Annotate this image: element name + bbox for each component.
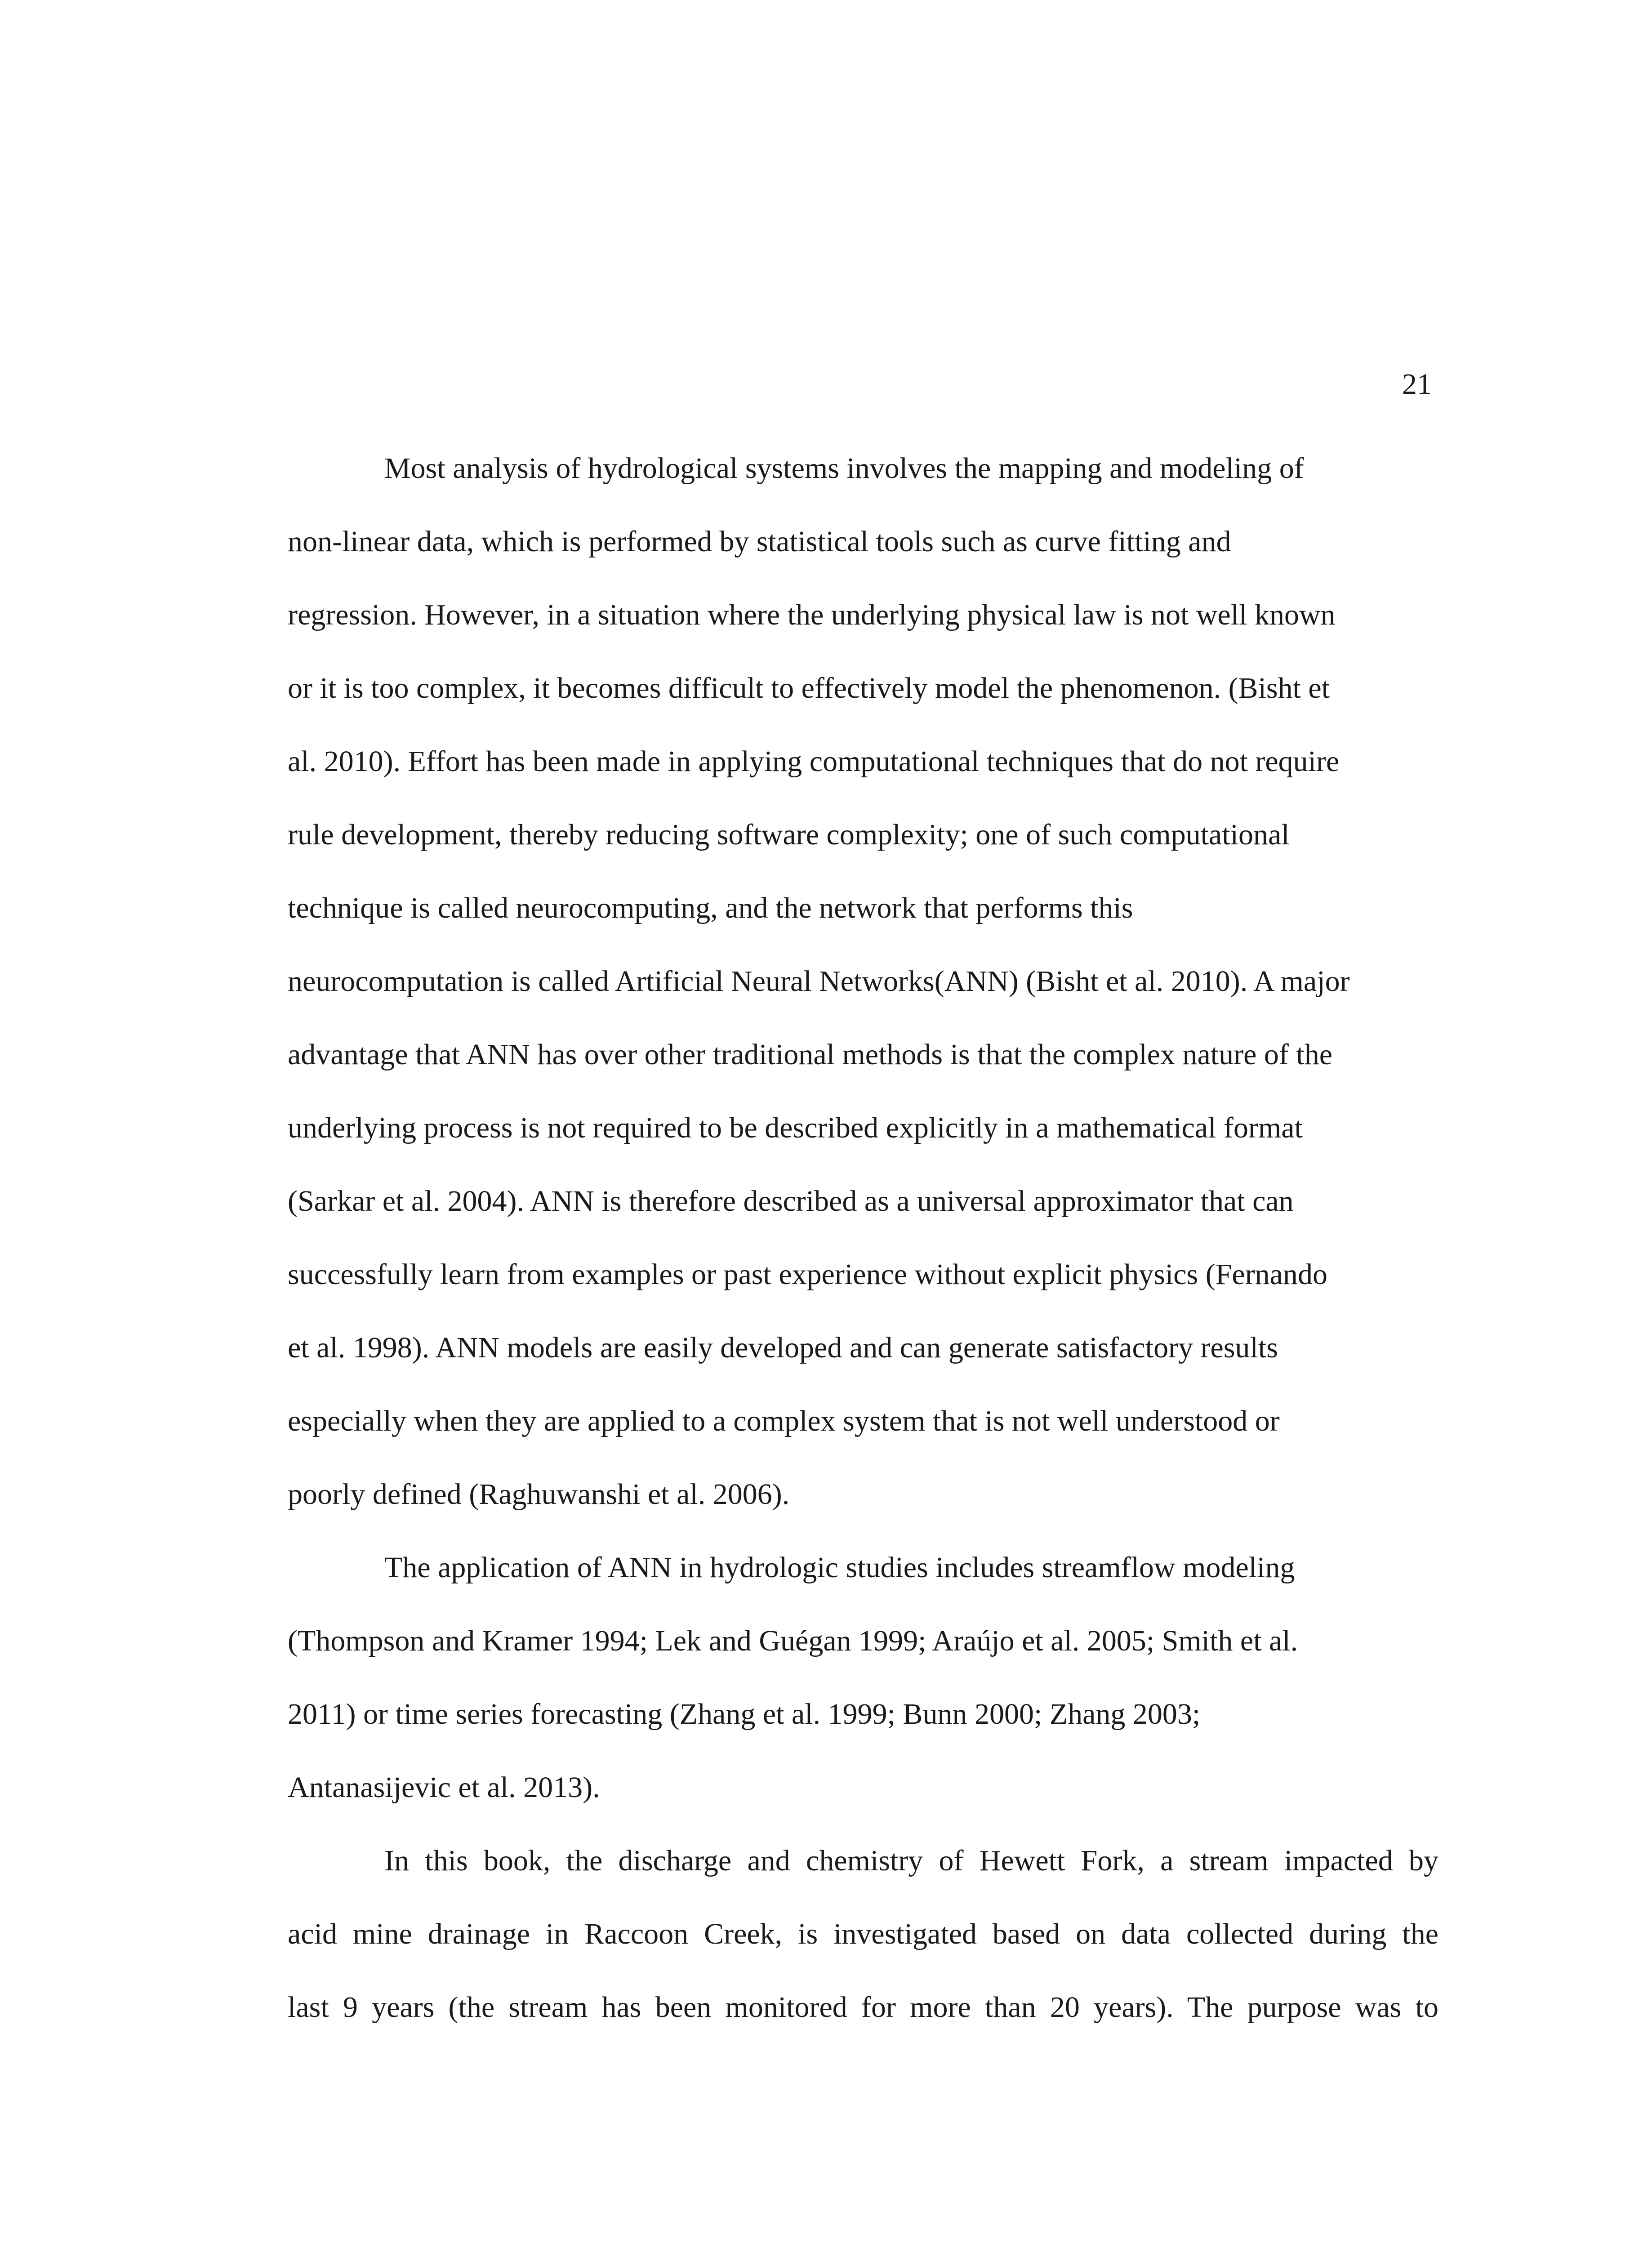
text-line: technique is called neurocomputing, and the network that performs this [288, 892, 1133, 924]
body-text [288, 432, 1438, 2044]
text-line: al. 2010). Effort has been made in applying computational techniques that do not require [288, 745, 1340, 778]
text-line: or it is too complex, it becomes difficult to effectively model the phenomenon. (Bisht et [288, 672, 1330, 705]
text-line: last 9 years (the stream has been monitored for more than 20 years). The purpose was to [288, 1991, 1438, 2024]
text-line: (Thompson and Kramer 1994; Lek and Guégan 1999; Araújo et al. 2005; Smith et al. [288, 1624, 1298, 1657]
text-line: underlying process is not required to be described explicitly in a mathematical format [288, 1111, 1303, 1144]
text-line: advantage that ANN has over other traditional methods is that the complex nature of the [288, 1038, 1332, 1071]
text-line: Most analysis of hydrological systems involves the mapping and modeling of [384, 452, 1304, 485]
text-line: Antanasijevic et al. 2013). [288, 1771, 600, 1804]
text-line: 2011) or time series forecasting (Zhang et al. 1999; Bunn 2000; Zhang 2003; [288, 1698, 1201, 1731]
text-line: neurocomputation is called Artificial Neural Networks(ANN) (Bisht et al. 2010). A major [288, 965, 1350, 998]
paragraph-3 [288, 1824, 1438, 2044]
text-line: poorly defined (Raghuwanshi et al. 2006). [288, 1478, 790, 1511]
paragraph-2 [288, 1531, 1438, 1824]
text-line: non-linear data, which is performed by statistical tools such as curve fitting and [288, 525, 1231, 558]
text-line: et al. 1998). ANN models are easily developed and can generate satisfactory results [288, 1331, 1278, 1364]
text-line: The application of ANN in hydrologic studies includes streamflow modeling [384, 1551, 1295, 1584]
text-line: acid mine drainage in Raccoon Creek, is investigated based on data collected during the [288, 1918, 1438, 1950]
paragraph-1 [288, 432, 1438, 1531]
text-line: (Sarkar et al. 2004). ANN is therefore described as a universal approximator that can [288, 1185, 1294, 1218]
text-line: especially when they are applied to a complex system that is not well understood or [288, 1405, 1280, 1437]
text-line: rule development, thereby reducing software complexity; one of such computational [288, 818, 1290, 851]
text-line: regression. However, in a situation where the underlying physical law is not well known [288, 598, 1336, 631]
page-number: 21 [1402, 368, 1432, 401]
text-line: In this book, the discharge and chemistry of Hewett Fork, a stream impacted by [384, 1844, 1438, 1877]
text-line: successfully learn from examples or past experience without explicit physics (Fernando [288, 1258, 1327, 1291]
